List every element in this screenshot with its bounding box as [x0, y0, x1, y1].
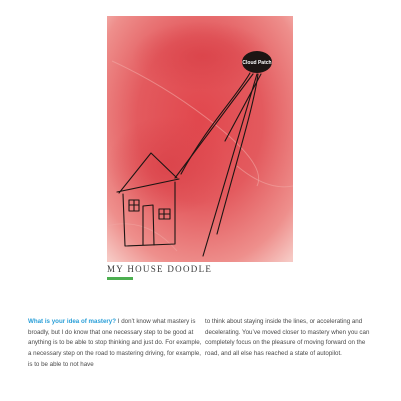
answer-text-left: I don’t know what mastery is broadly, but I do know that one necessary step to be good at anything is to be able to stop thinking and just do. For example, a necessary step on the road to mastering driving, for example, is to be able to not have: [28, 318, 202, 368]
answer-text-right: to think about staying inside the lines, or accelerating and decelerating. You’ve moved closer to mastery when you can completely focus on the pleasure of moving forward on the road, and all else has reached a state of autopilot.: [205, 318, 370, 358]
sign-label: Cloud Patch: [242, 60, 272, 66]
article-column-right: [205, 317, 380, 360]
interview-question: What is your idea of mastery?: [28, 318, 117, 325]
wash-blotch-mid: [107, 116, 227, 216]
caption-accent-rule: [107, 277, 133, 280]
hanging-sign: [242, 51, 272, 73]
house-doodle-artwork: [107, 16, 293, 262]
article-column-left: [28, 317, 203, 371]
figure-caption: MY HOUSE DOODLE: [107, 264, 213, 274]
